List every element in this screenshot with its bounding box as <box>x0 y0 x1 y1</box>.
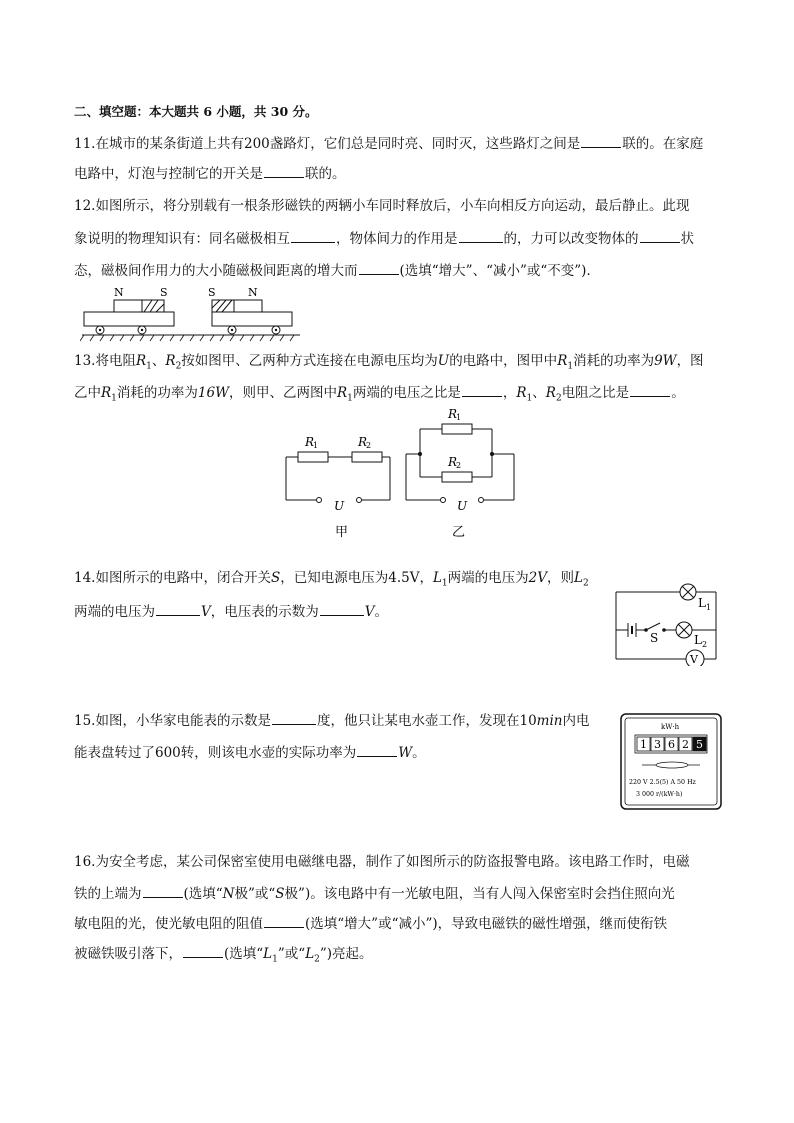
q11-blank-1[interactable] <box>581 134 621 148</box>
q15-blank-1[interactable] <box>272 711 316 725</box>
q15-electric-meter <box>620 713 722 810</box>
svg-text:2: 2 <box>366 441 372 450</box>
meter-digit-5: 5 <box>696 738 703 751</box>
q11-line-1: 11.在城市的某条街道上共有200盏路灯，它们总是同时亮、同时灭，这些路灯之间是 联的。在家庭 <box>74 136 704 152</box>
cart2-south-label: S <box>208 286 216 299</box>
meter-digit-4: 2 <box>682 738 689 751</box>
fig-a-caption: 甲 <box>335 525 349 540</box>
svg-text:2: 2 <box>702 640 708 649</box>
q12-blank-3[interactable] <box>640 229 680 243</box>
switch-label: S <box>650 631 659 645</box>
svg-text:1: 1 <box>456 413 462 422</box>
l1-label: L <box>698 596 706 610</box>
meter-digit-3: 6 <box>668 738 675 751</box>
u-label-b: U <box>457 499 468 513</box>
q14-blank-2[interactable] <box>320 602 364 616</box>
r1-label-a: R <box>305 435 315 449</box>
q12-blank-4[interactable] <box>359 261 399 275</box>
meter-unit: kW·h <box>661 723 680 731</box>
svg-text:1: 1 <box>706 603 712 612</box>
q16-blank-3[interactable] <box>183 944 223 958</box>
q12-magnet-carts-figure <box>80 284 304 344</box>
q11-blank-2[interactable] <box>264 164 304 178</box>
fig-b-caption: 乙 <box>452 525 466 540</box>
meter-digit-2: 3 <box>654 738 661 751</box>
r2-label-a: R <box>358 435 368 449</box>
q12-line-3: 态，磁极间作用力的大小随磁极间距离的增大而 (选填“增大”、“减小”或“不变”)． <box>74 263 600 279</box>
q16-blank-1[interactable] <box>143 884 183 898</box>
cart2-north-label: N <box>248 286 258 299</box>
q14-line-1: 14.如图所示的电路中，闭合开关S，已知电源电压为4.5V，$L_1$两端的电压为2V，则$L_2$ <box>74 570 589 589</box>
q16-line-1: 16.为安全考虑，某公司保密室使用电磁继电器，制作了如图所示的防盗报警电路。该电路工作时，电磁 <box>74 854 690 870</box>
junction-left <box>418 452 422 456</box>
meter-spec: 220 V 2.5(5) A 50 Hz <box>629 779 696 786</box>
q15-line-2: 能表盘转过了600转，则该电水壶的实际功率为 W。 <box>74 745 426 761</box>
svg-text:2: 2 <box>456 461 462 470</box>
q14-line-2: 两端的电压为 V，电压表的示数为 V。 <box>74 604 388 620</box>
q13-blank-2[interactable] <box>630 383 670 397</box>
svg-text:1: 1 <box>313 441 319 450</box>
q13-circuit-b <box>400 402 522 540</box>
heading-main: 本大题共 6 小题，共 30 分。 <box>149 104 318 119</box>
junction-right <box>490 452 494 456</box>
voltmeter-label: V <box>690 653 698 666</box>
q12-line-2: 象说明的物理知识有：同名磁极相互 ，物体间力的作用是 的，力可以改变物体的 状 <box>74 231 694 247</box>
q12-blank-1[interactable] <box>291 229 335 243</box>
q14-circuit-figure <box>610 580 730 666</box>
section-heading <box>74 103 318 121</box>
heading-prefix: 二、填空题： <box>74 104 150 119</box>
q13-line-1: 13.将电阻$R_1$、$R_2$按如图甲、乙两种方式连接在电源电压均为U的电路中，图甲中$R_1$消耗的功率为9W，图 <box>74 353 704 372</box>
q11-line-2: 电路中，灯泡与控制它的开关是 联的。 <box>74 166 346 182</box>
q13-line-2: 乙中$R_1$消耗的功率为16W，则甲、乙两图中$R_1$两端的电压之比是 ，$R_1$、$R_2$电阻之比是 。 <box>74 385 685 404</box>
u-label-a: U <box>334 499 345 513</box>
q13-circuit-a <box>280 430 398 540</box>
q15-blank-2[interactable] <box>357 743 397 757</box>
meter-rev: 3 000 r/(kW·h) <box>636 791 683 798</box>
q16-line-2: 铁的上端为 (选填“N极”或“S极”)。该电路中有一光敏电阻，当有人闯入保密室时会挡住照向光 <box>74 886 675 902</box>
q16-blank-2[interactable] <box>264 914 304 928</box>
r1-label-b: R <box>448 407 458 421</box>
q12-blank-2[interactable] <box>459 229 503 243</box>
q15-line-1: 15.如图，小华家电能表的示数是 度，他只让某电水壶工作，发现在10min内电 <box>74 713 590 729</box>
q14-blank-1[interactable] <box>156 602 200 616</box>
cart1-north-label: N <box>114 286 124 299</box>
q12-line-1: 12.如图所示，将分别载有一根条形磁铁的两辆小车同时释放后，小车向相反方向运动，最后静止。此现 <box>74 198 690 214</box>
q13-blank-1[interactable] <box>462 383 502 397</box>
cart1-south-label: S <box>160 286 168 299</box>
q16-line-4: 被磁铁吸引落下， (选填“$L_1$”或“$L_2$”)亮起。 <box>74 946 373 965</box>
r2-label-b: R <box>448 455 458 469</box>
l2-label: L <box>694 633 702 647</box>
q16-line-3: 敏电阻的光，使光敏电阻的阻值 (选填“增大”或“减小”)，导致电磁铁的磁性增强，继而使衔铁 <box>74 916 668 932</box>
meter-digit-1: 1 <box>640 738 647 751</box>
